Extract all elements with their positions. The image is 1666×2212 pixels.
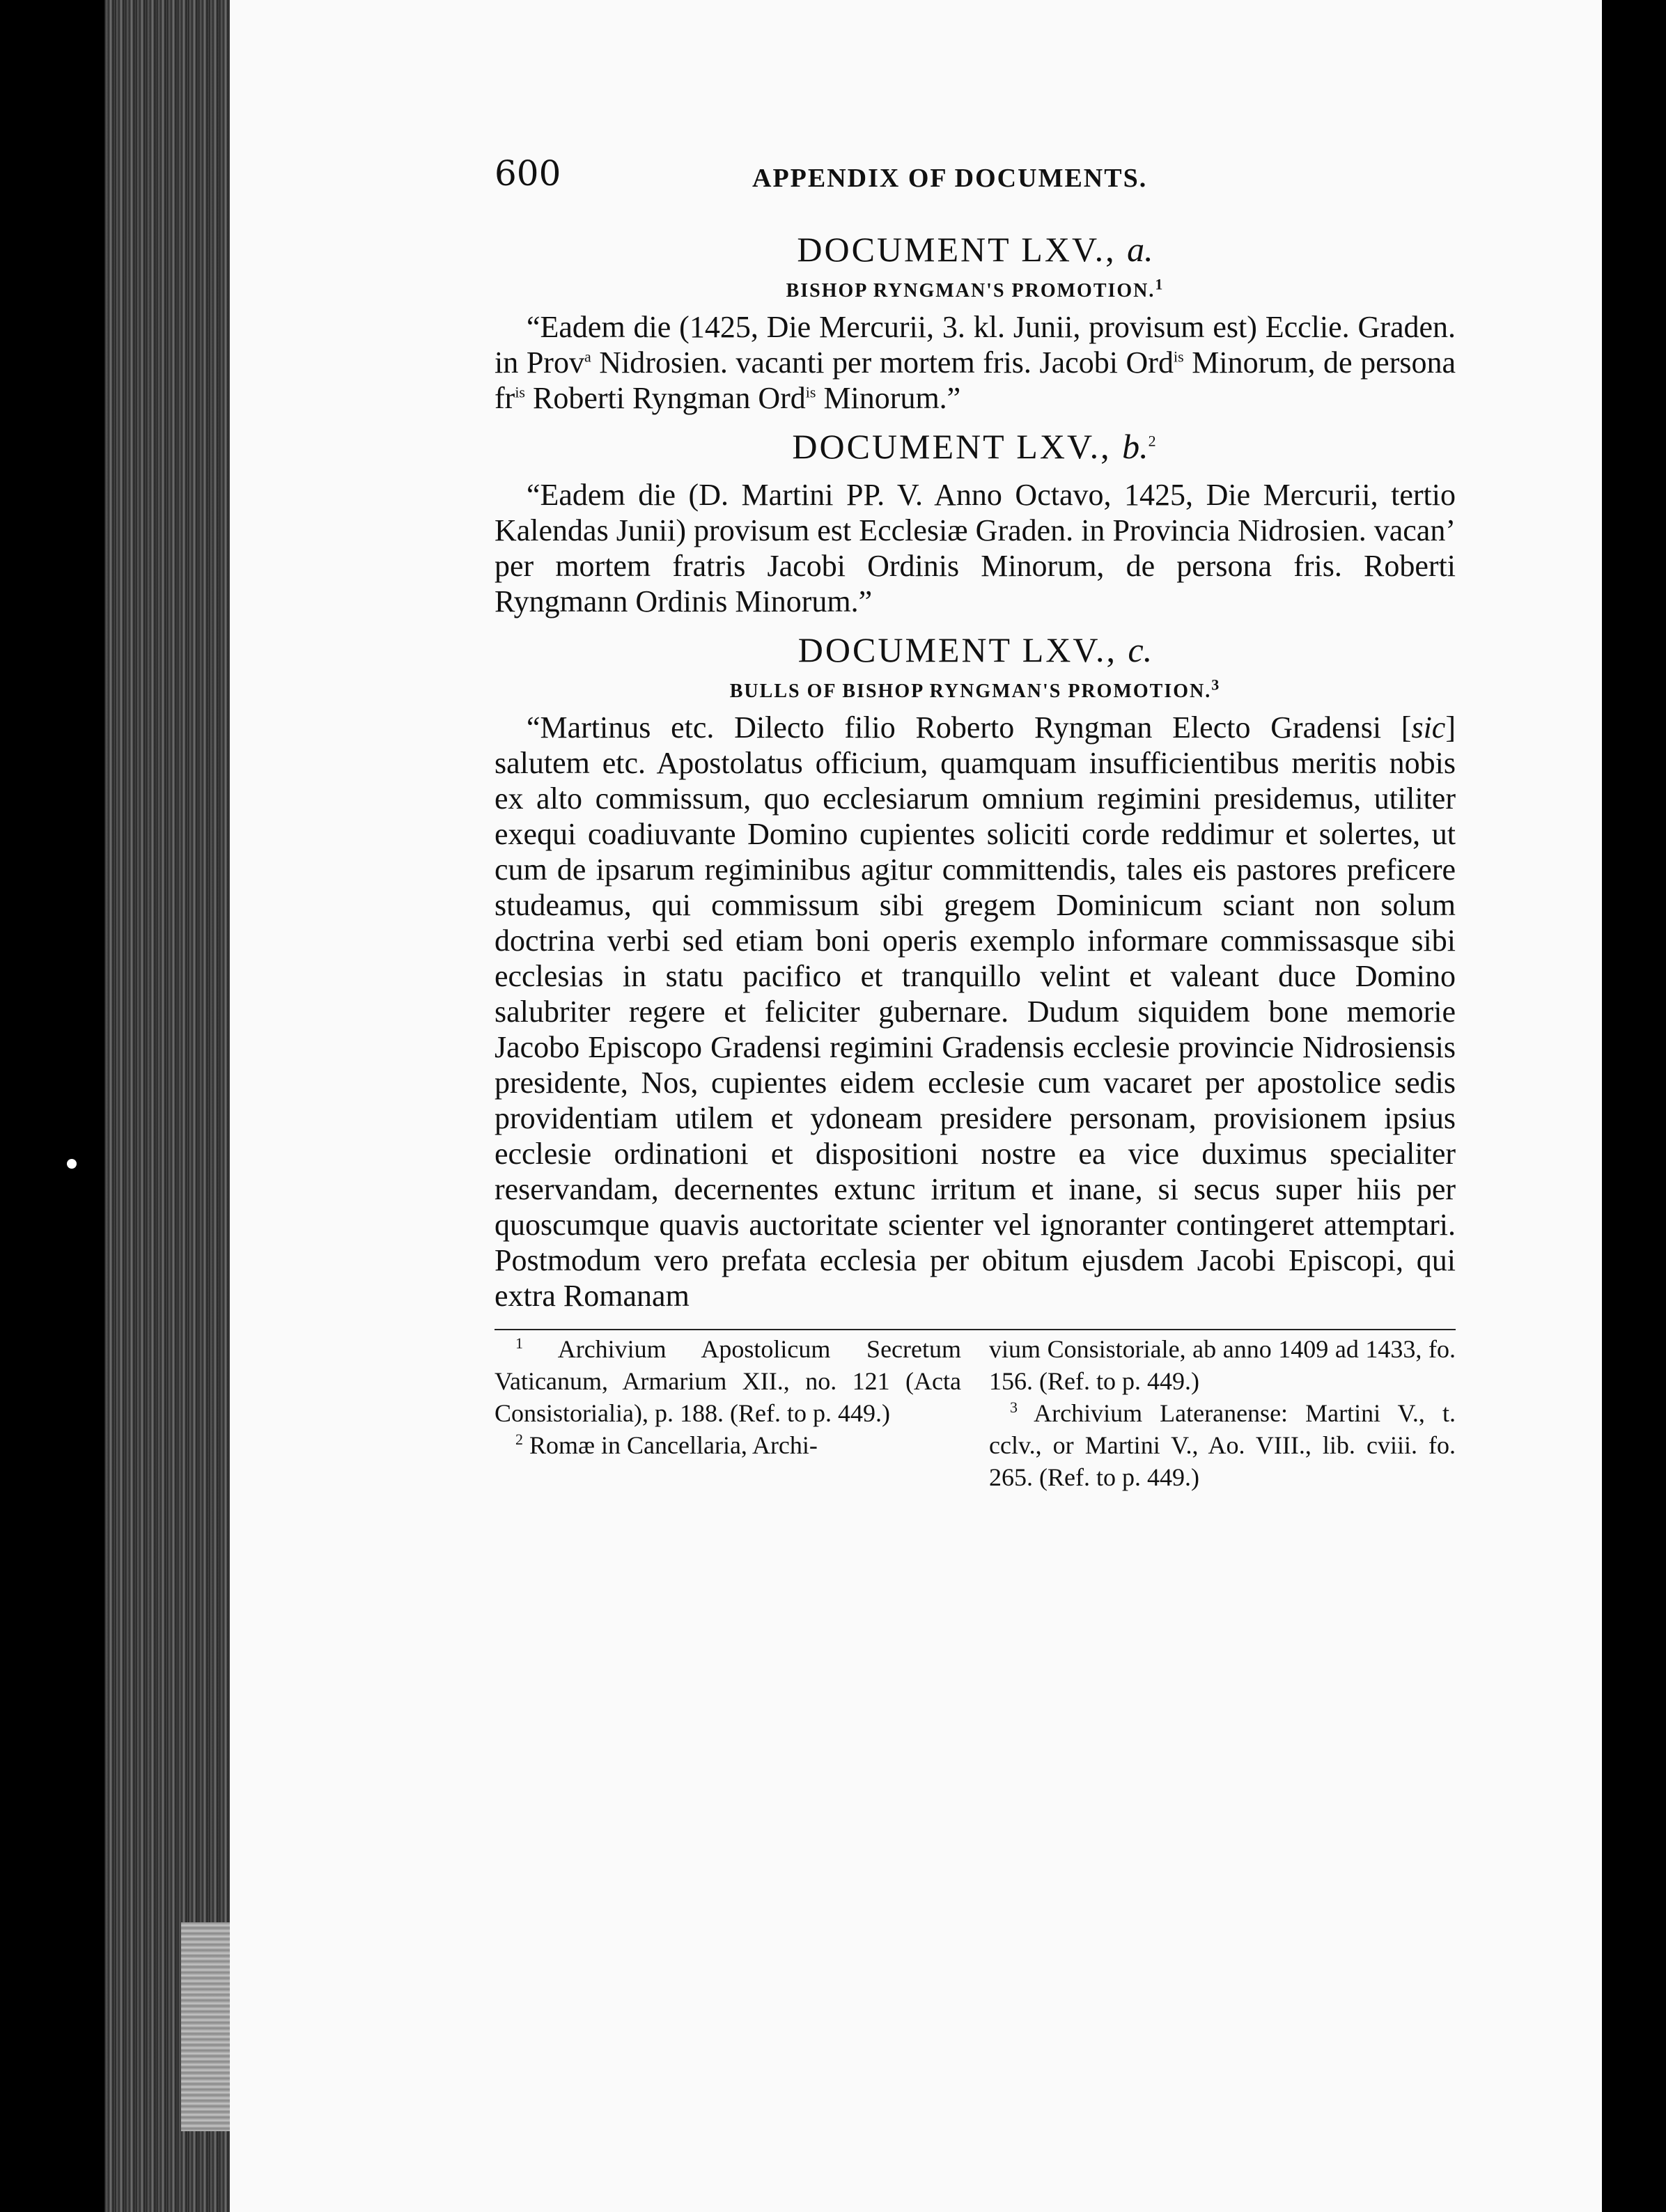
footnote-1: $^1$ Archivium Apostolicum Secretum Vaticanum, Armarium XII., no. 121 (Acta Consistorialia), p. 188. (Ref. to p. 449.) bbox=[495, 1334, 961, 1427]
right-margin-shadow bbox=[1602, 0, 1666, 2212]
running-title: APPENDIX OF DOCUMENTS. bbox=[752, 164, 1148, 193]
doc-b-heading: DOCUMENT LXV., b.$^2$ bbox=[792, 427, 1158, 466]
footnote-ref-1: 1 bbox=[1155, 275, 1165, 293]
doc-b-text: “Eadem die (D. Martini PP. V. Anno Octavo, 1425, Die Mercurii, tertio Kalendas Junii) provisum est Ecclesiæ Graden. in Provincia Nidrosien. vacan’ per mortem fratris Jacobi Ordinis Minorum, de persona fris. Roberti Ryngmann Ordinis Minorum.” bbox=[495, 478, 1456, 618]
book-page-edges bbox=[104, 0, 230, 2212]
doc-c-text: “Martinus etc. Dilecto filio Roberto Ryngman Electo Gradensi [sic] salutem etc. Apostolatus officium, quamquam insufficientibus meritis nobis ex alto commissum, quo ecclesiarum omnium regimini presidemus, utiliter exequi coadiuvante Domino cupientes soliciti corde reddimur et solertes, ut cum de ipsarum regiminibus agitur committendis, tales eis pastores preficere studeamus, qui commissum sibi gregem Dominicum sciant non solum doctrina verbi sed etiam boni operis exemplo informare commissasque sibi ecclesias in statu pacifico et tranquillo velint et valeant duce Domino salubriter regere et feliciter gubernare. Dudum siquidem bone memorie Jacobo Episcopo Gradensi regimini Gradensis ecclesie provincie Nidrosiensis presidente, Nos, cupientes eidem ecclesie cum vacaret per apostolice sedis providentiam utilem et ydoneam presidere personam, provisionem ipsius ecclesie ordinationi et dispositioni nostre ea vice duximus specialiter reservandam, decernentes extunc irritum et inane, si secus super hiis per quoscumque quavis auctoritate scienter vel ignoranter contingeret attemptari. Postmodum vero prefata ecclesia per obitum ejusdem Jacobi Episcopi, qui extra Romanam bbox=[495, 710, 1456, 1313]
running-head bbox=[495, 146, 1456, 209]
doc-a-text: “Eadem die (1425, Die Mercurii, 3. kl. Junii, provisum est) Ecclie. Graden. in Prov$^a$ Nidrosien. vacanti per mortem fris. Jacobi Ord$^{is}$ Minorum, de persona $fr^{is}$ Roberti Ryngman Ord$^{is}$ Minorum.” bbox=[495, 310, 1456, 415]
scan-artifact-dot bbox=[67, 1159, 77, 1169]
doc-c-heading: DOCUMENT LXV., c. bbox=[797, 630, 1153, 669]
footnote-column-right bbox=[989, 1333, 1456, 1493]
doc-a-subheading: BISHOP RYNGMAN'S PROMOTION.$^1$ bbox=[786, 275, 1165, 302]
footnote-column-left bbox=[495, 1333, 961, 1493]
doc-a-heading: DOCUMENT LXV., a. bbox=[797, 230, 1153, 269]
footnote-2-continued: vium Consistoriale, ab anno 1409 ad 1433, fo. 156. (Ref. to p. 449.) bbox=[989, 1335, 1456, 1395]
footnote-3: $^3$ Archivium Lateranense: Martini V., t. cclv., or Martini V., Ao. VIII., lib. cviii. fo. 265. (Ref. to p. 449.) bbox=[989, 1399, 1456, 1491]
footnotes bbox=[495, 1333, 1456, 1493]
page-number: 600 bbox=[495, 153, 561, 194]
footnote-rule bbox=[495, 1329, 1456, 1330]
doc-c-subheading: BULLS OF BISHOP RYNGMAN'S PROMOTION.$^3$ bbox=[729, 676, 1221, 702]
footnote-2: $^2$ Romæ in Cancellaria, Archi- bbox=[515, 1431, 818, 1459]
footnote-ref-2: 2 bbox=[1148, 432, 1158, 450]
footnote-ref-3: 3 bbox=[1211, 676, 1221, 694]
page-text bbox=[495, 146, 1456, 1493]
